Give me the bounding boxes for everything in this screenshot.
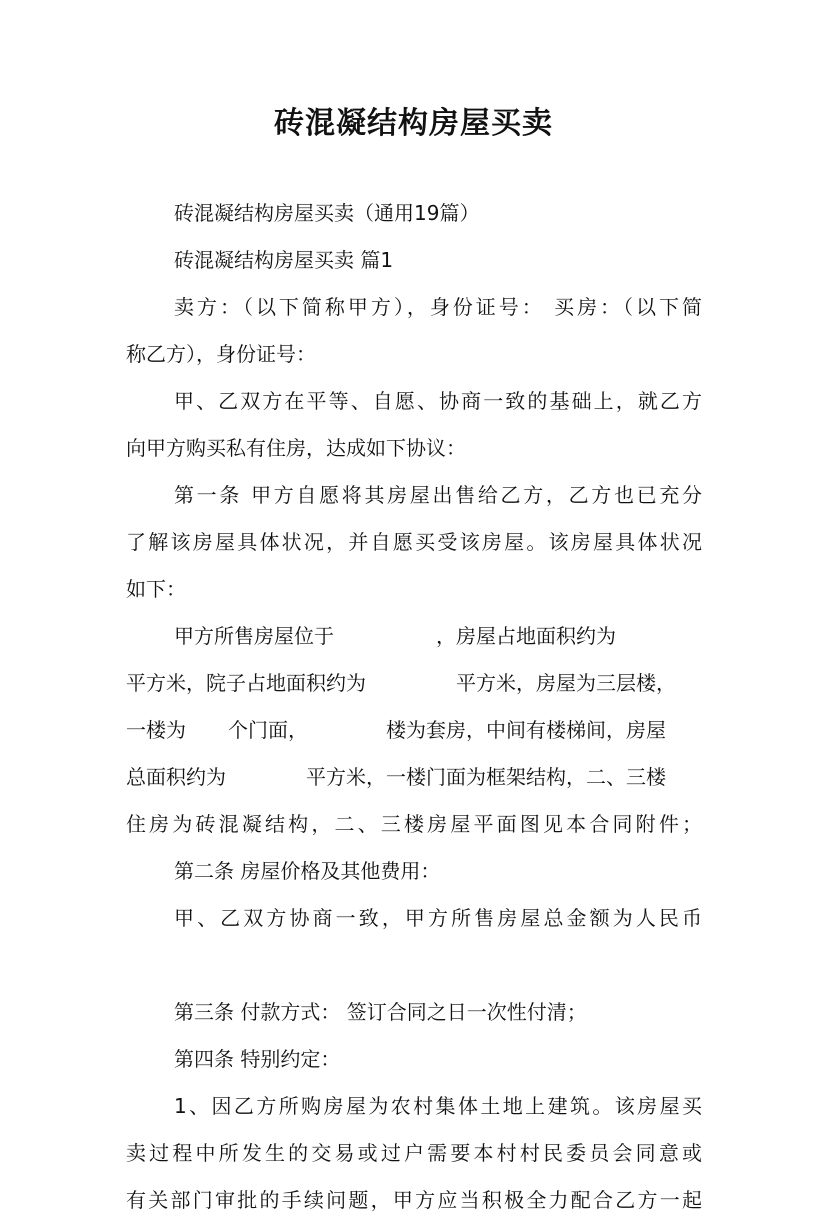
document-body — [126, 190, 702, 1224]
paragraph-line: 卖过程中所发生的交易或过户需要本村村民委员会同意或 — [126, 1141, 702, 1165]
text-segment: 平方米，房屋为三层楼， — [456, 671, 676, 695]
paragraph-line: 如下： — [126, 577, 186, 601]
text-segment: 甲方所售房屋位于 — [174, 624, 334, 648]
document-title: 砖混凝结构房屋买卖 — [274, 106, 553, 141]
paragraph-line: 住房为砖混凝结构，二、三楼房屋平面图见本合同附件； — [126, 812, 702, 836]
paragraph-line-with-blanks — [126, 754, 702, 801]
text-segment: 平方米，一楼门面为框架结构，二、三楼 — [306, 765, 666, 789]
paragraph-line: 第二条 房屋价格及其他费用： — [174, 859, 441, 883]
blank-line — [126, 942, 702, 989]
paragraph-line: 有关部门审批的手续问题，甲方应当积极全力配合乙方一起 — [126, 1188, 702, 1212]
text-segment: ，房屋占地面积约为 — [436, 624, 616, 648]
text-segment: 一楼为 — [126, 718, 186, 742]
paragraph-line: 第一条 甲方自愿将其房屋出售给乙方，乙方也已充分 — [174, 483, 702, 507]
paragraph-line-with-blanks — [126, 660, 702, 707]
paragraph-line: 甲、乙双方协商一致，甲方所售房屋总金额为人民币 — [174, 906, 702, 930]
paragraph-line: 称乙方），身份证号： — [126, 342, 316, 366]
paragraph-line: 向甲方购买私有住房，达成如下协议： — [126, 436, 466, 460]
paragraph-line-with-blanks — [126, 707, 702, 754]
paragraph-line: 第三条 付款方式： 签订合同之日一次性付清； — [174, 1000, 587, 1024]
text-segment: 楼为套房，中间有楼梯间，房屋 — [386, 718, 666, 742]
text-segment: 总面积约为 — [126, 765, 226, 789]
text-segment: 平方米，院子占地面积约为 — [126, 671, 366, 695]
paragraph-line: 卖方：（以下简称甲方），身份证号： 买房：（以下简 — [174, 295, 702, 319]
paragraph-line: 砖混凝结构房屋买卖（通用19篇） — [174, 201, 480, 225]
paragraph-line: 砖混凝结构房屋买卖 篇1 — [174, 248, 394, 272]
text-segment: 个门面， — [228, 718, 308, 742]
paragraph-line: 了解该房屋具体状况，并自愿买受该房屋。该房屋具体状况 — [126, 530, 702, 554]
paragraph-line-with-blanks — [126, 613, 702, 660]
paragraph-line: 第四条 特别约定： — [174, 1047, 341, 1071]
paragraph-line: 1、因乙方所购房屋为农村集体土地上建筑。该房屋买 — [174, 1094, 702, 1118]
paragraph-line: 甲、乙双方在平等、自愿、协商一致的基础上，就乙方 — [174, 389, 702, 413]
